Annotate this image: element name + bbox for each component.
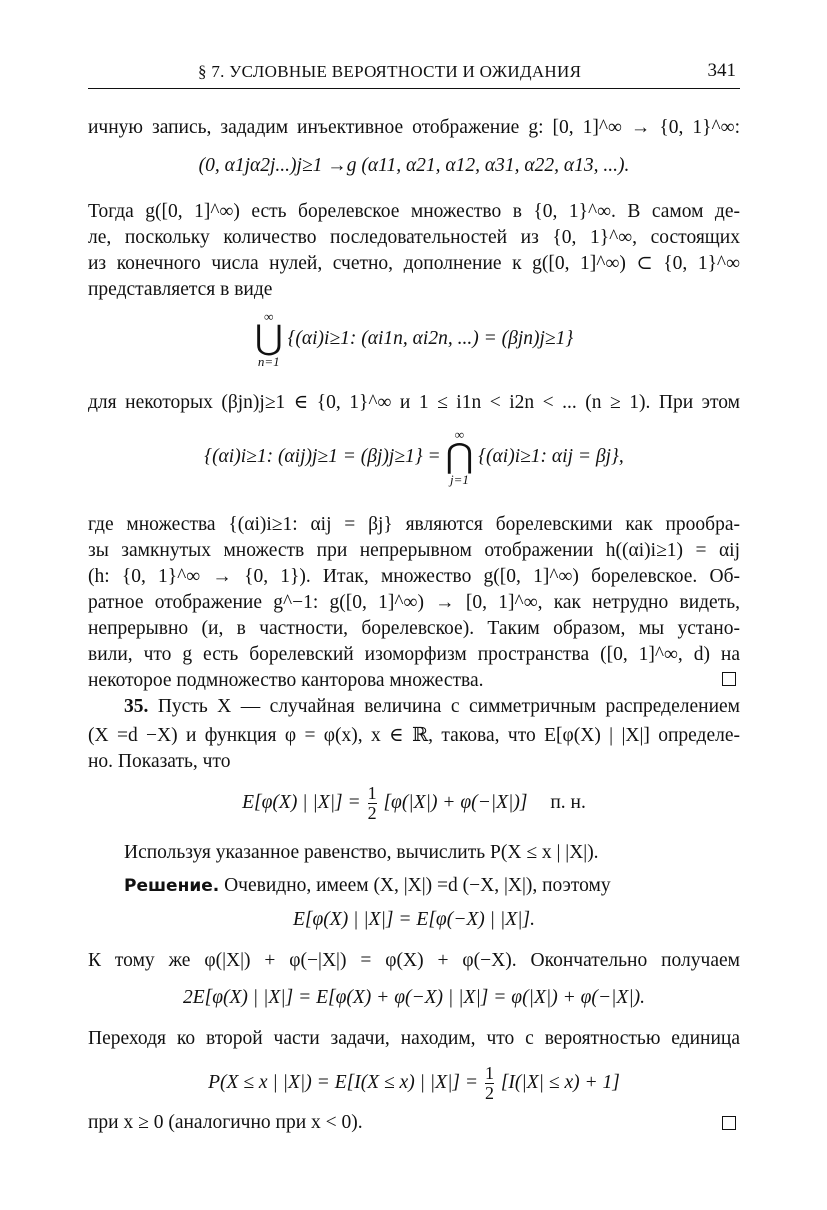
equation-mapping-g: (0, α1jα2j...)j≥1 →g (α11, α21, α12, α31, α22, α13, ...). [198,155,630,176]
union-body: {(αi)i≥1: (αi1n, αi2n, ...) = (βjn)j≥1} [287,327,574,349]
equation-intersection [88,428,740,487]
qed-box-icon [722,1116,736,1130]
equation-union [88,310,740,369]
eq4-note: п. н. [550,791,586,813]
text-line: ичную запись, зададим инъективное отображение g: [0, 1]^∞ → {0, 1}^∞: [88,117,740,138]
page-number: 341 [707,60,736,81]
text-line: при x ≥ 0 (аналогично при x < 0). [88,1112,363,1133]
text-line: Тогда g([0, 1]^∞) есть борелевское множество в {0, 1}^∞. В самом де- [88,201,740,222]
text-line: для некоторых (βjn)j≥1 ∈ {0, 1}^∞ и 1 ≤ i1n < i2n < ... (n ≥ 1). При этом [88,392,740,413]
intersection-operator: ∞ ⋂ j=1 [445,427,474,487]
running-header [88,58,740,89]
fraction-one-half: $\frac{1}{2}$ [484,1063,494,1103]
qed-box-icon [722,672,736,686]
text-line: К тому же φ(|X|) + φ(−|X|) = φ(X) + φ(−X). Окончательно получаем [88,950,740,971]
text-line: (h: {0, 1}^∞ → {0, 1}). Итак, множество g([0, 1]^∞) борелевское. Об- [88,566,740,587]
eq7-left: P(X ≤ x | |X|) = E[I(X ≤ x) | |X|] = [208,1071,479,1093]
text-line: представляется в виде [88,279,273,300]
union-operator: ∞ ⋃ n=1 [254,309,283,369]
text-line: вили, что g есть борелевский изоморфизм пространства ([0, 1]^∞, d) на [88,644,740,665]
text-line: зы замкнутых множеств при непрерывном отображении h((αi)i≥1) = αij [88,540,740,561]
solution-text: Очевидно, имеем (X, |X|) =d (−X, |X|), поэтому [224,875,611,896]
intersection-left: {(αi)i≥1: (αij)j≥1 = (βj)j≥1} = [204,445,441,467]
text-line: из конечного числа нулей, счетно, дополнение к g([0, 1]^∞) ⊂ {0, 1}^∞ [88,253,740,274]
problem-text: Пусть X — случайная величина с симметричным распределением [157,696,740,717]
solution-line [124,873,776,899]
text-line: но. Показать, что [88,751,231,772]
header-title: § 7. УСЛОВНЫЕ ВЕРОЯТНОСТИ И ОЖИДАНИЯ [198,62,582,81]
equation-final: 2E[φ(X) | |X|] = E[φ(X) + φ(−X) | |X|] = φ(|X|) + φ(−|X|). [182,987,646,1008]
text-line: непрерывно (и, в частности, борелевское). Таким образом, мы устано- [88,618,740,639]
text-line: некоторое подмножество канторова множества. [88,670,484,691]
equation-probability [88,1064,740,1103]
text-line: (X =d −X) и функция φ = φ(x), x ∈ ℝ, такова, что E[φ(X) | |X|] определе- [88,725,740,746]
text-line: где множества {(αi)i≥1: αij = βj} являются борелевскими как прообра- [88,514,740,535]
document-page [88,0,740,1210]
equation-symmetry: E[φ(X) | |X|] = E[φ(−X) | |X|]. [293,909,535,930]
eq4-left: E[φ(X) | |X|] = [242,791,361,813]
text-line: Переходя ко второй части задачи, находим, что с вероятностью единица [88,1028,740,1049]
problem-35-line [124,694,740,720]
eq7-right: [I(|X| ≤ x) + 1] [500,1071,620,1093]
text-line: ле, поскольку количество последовательностей из {0, 1}^∞, состоящих [88,227,740,248]
text-line: ратное отображение g^−1: g([0, 1]^∞) → [0, 1]^∞, как нетрудно видеть, [88,592,740,613]
text-line: Используя указанное равенство, вычислить P(X ≤ x | |X|). [124,842,599,863]
intersection-body: {(αi)i≥1: αij = βj}, [478,445,624,467]
fraction-one-half: $\frac{1}{2}$ [367,783,377,823]
eq4-right: [φ(|X|) + φ(−|X|)] [383,791,528,813]
solution-label: Решение. [124,876,220,896]
equation-conditional-expectation [88,784,740,823]
problem-number: 35. [124,696,149,717]
